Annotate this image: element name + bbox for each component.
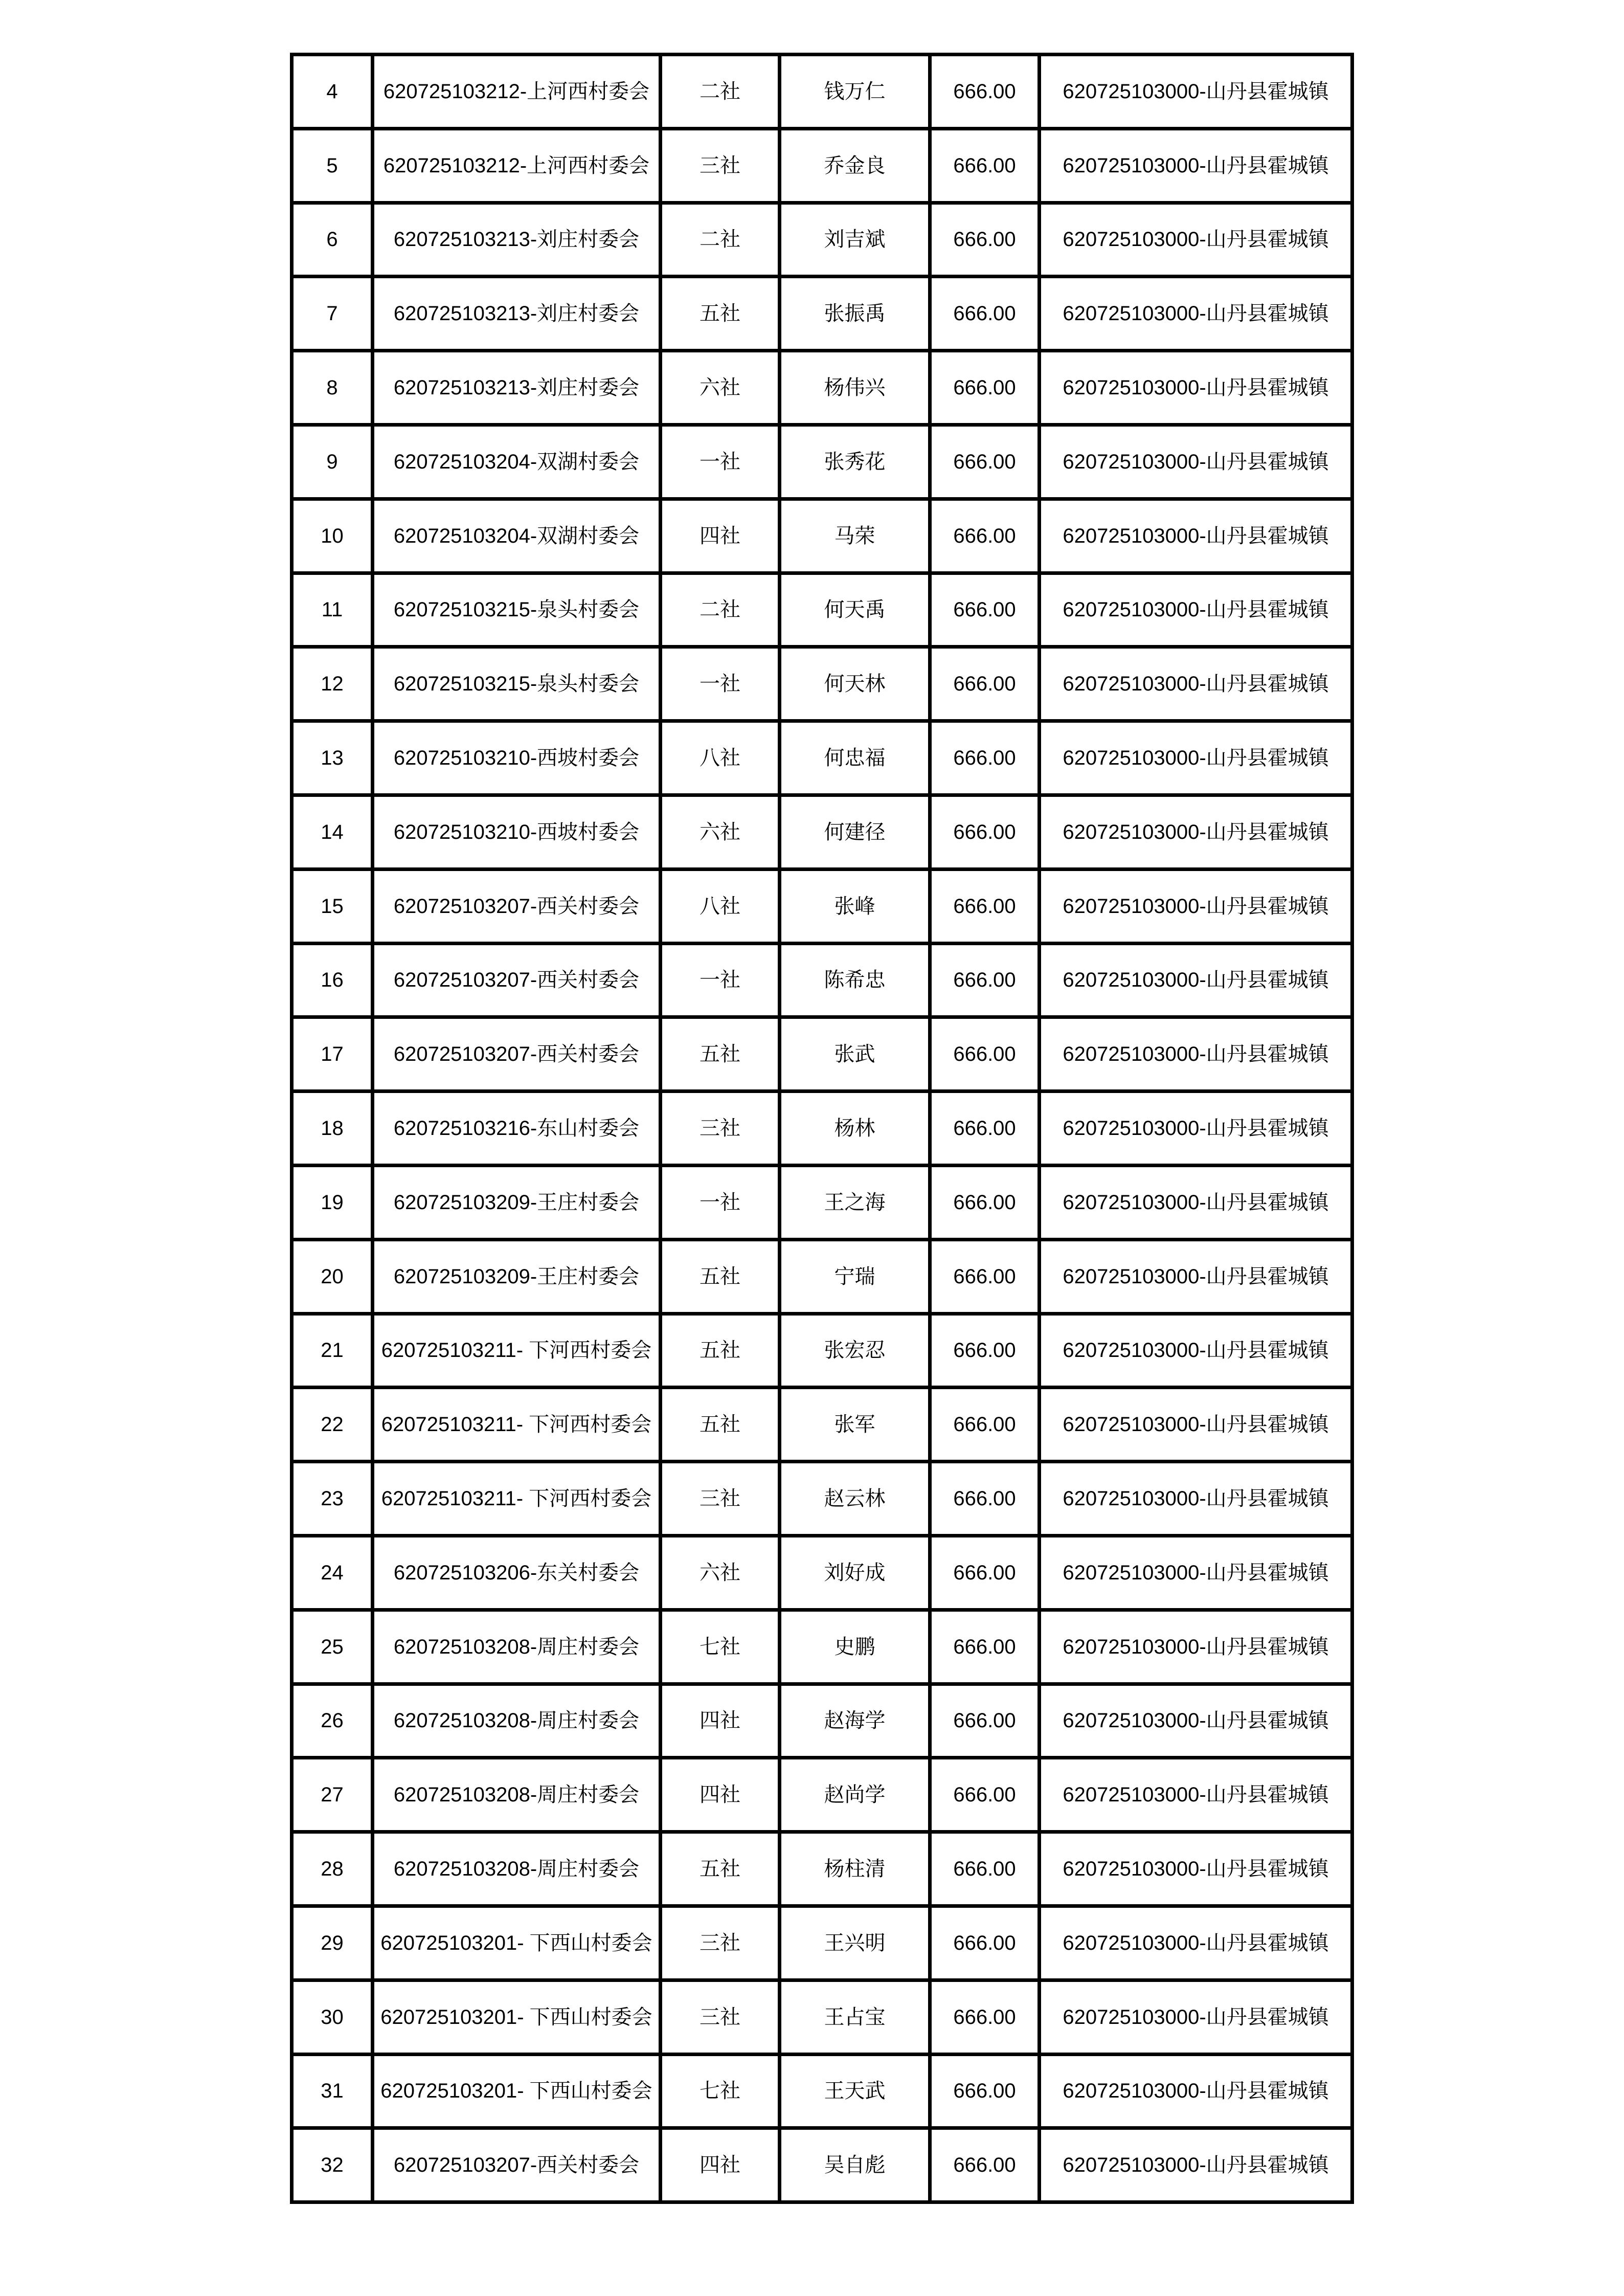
cell-row-number: 12 (292, 647, 373, 721)
cell-group: 七社 (661, 1610, 780, 1684)
cell-group: 八社 (661, 721, 780, 795)
cell-person-name: 吴自彪 (780, 2128, 930, 2202)
table-row (292, 1239, 1352, 1313)
cell-group: 五社 (661, 1017, 780, 1091)
table-row (292, 869, 1352, 943)
cell-group: 五社 (661, 1313, 780, 1388)
cell-village-code: 620725103212-上河西村委会 (373, 128, 661, 203)
cell-row-number: 28 (292, 1832, 373, 1906)
cell-person-name: 刘好成 (780, 1535, 930, 1610)
cell-town-code: 620725103000-山丹县霍城镇 (1040, 721, 1352, 795)
cell-amount: 666.00 (930, 721, 1040, 795)
cell-person-name: 王兴明 (780, 1906, 930, 1980)
cell-village-code: 620725103211- 下河西村委会 (373, 1388, 661, 1462)
cell-amount: 666.00 (930, 869, 1040, 943)
table-row (292, 573, 1352, 647)
cell-row-number: 6 (292, 203, 373, 277)
cell-group: 四社 (661, 2128, 780, 2202)
cell-town-code: 620725103000-山丹县霍城镇 (1040, 943, 1352, 1017)
cell-town-code: 620725103000-山丹县霍城镇 (1040, 795, 1352, 869)
cell-amount: 666.00 (930, 1165, 1040, 1239)
cell-town-code: 620725103000-山丹县霍城镇 (1040, 1239, 1352, 1313)
cell-village-code: 620725103210-西坡村委会 (373, 721, 661, 795)
cell-amount: 666.00 (930, 128, 1040, 203)
cell-person-name: 赵云林 (780, 1462, 930, 1536)
cell-group: 五社 (661, 1832, 780, 1906)
cell-row-number: 16 (292, 943, 373, 1017)
table-row (292, 1017, 1352, 1091)
cell-village-code: 620725103201- 下西山村委会 (373, 2054, 661, 2128)
cell-group: 五社 (661, 1239, 780, 1313)
cell-group: 三社 (661, 128, 780, 203)
cell-row-number: 7 (292, 277, 373, 351)
cell-person-name: 杨伟兴 (780, 351, 930, 425)
cell-town-code: 620725103000-山丹县霍城镇 (1040, 1462, 1352, 1536)
cell-person-name: 张军 (780, 1388, 930, 1462)
cell-row-number: 29 (292, 1906, 373, 1980)
cell-village-code: 620725103212-上河西村委会 (373, 55, 661, 129)
cell-village-code: 620725103209-王庄村委会 (373, 1165, 661, 1239)
cell-town-code: 620725103000-山丹县霍城镇 (1040, 351, 1352, 425)
cell-town-code: 620725103000-山丹县霍城镇 (1040, 499, 1352, 573)
cell-row-number: 31 (292, 2054, 373, 2128)
table-row (292, 351, 1352, 425)
cell-amount: 666.00 (930, 1980, 1040, 2054)
cell-row-number: 26 (292, 1684, 373, 1758)
table-row (292, 499, 1352, 573)
cell-person-name: 王天武 (780, 2054, 930, 2128)
cell-person-name: 何天林 (780, 647, 930, 721)
table-row (292, 1165, 1352, 1239)
cell-village-code: 620725103213-刘庄村委会 (373, 351, 661, 425)
cell-row-number: 5 (292, 128, 373, 203)
cell-person-name: 杨柱清 (780, 1832, 930, 1906)
cell-village-code: 620725103204-双湖村委会 (373, 499, 661, 573)
cell-village-code: 620725103211- 下河西村委会 (373, 1313, 661, 1388)
cell-amount: 666.00 (930, 1610, 1040, 1684)
cell-town-code: 620725103000-山丹县霍城镇 (1040, 1980, 1352, 2054)
table-row (292, 721, 1352, 795)
cell-group: 二社 (661, 573, 780, 647)
cell-group: 三社 (661, 1091, 780, 1166)
cell-village-code: 620725103211- 下河西村委会 (373, 1462, 661, 1536)
cell-town-code: 620725103000-山丹县霍城镇 (1040, 277, 1352, 351)
cell-person-name: 陈希忠 (780, 943, 930, 1017)
table-row (292, 1980, 1352, 2054)
cell-village-code: 620725103209-王庄村委会 (373, 1239, 661, 1313)
cell-amount: 666.00 (930, 499, 1040, 573)
cell-town-code: 620725103000-山丹县霍城镇 (1040, 1313, 1352, 1388)
cell-village-code: 620725103201- 下西山村委会 (373, 1906, 661, 1980)
cell-row-number: 21 (292, 1313, 373, 1388)
cell-row-number: 27 (292, 1758, 373, 1832)
table-row (292, 1906, 1352, 1980)
cell-person-name: 赵尚学 (780, 1758, 930, 1832)
cell-group: 三社 (661, 1980, 780, 2054)
cell-group: 三社 (661, 1906, 780, 1980)
cell-town-code: 620725103000-山丹县霍城镇 (1040, 1165, 1352, 1239)
cell-row-number: 30 (292, 1980, 373, 2054)
cell-village-code: 620725103207-西关村委会 (373, 869, 661, 943)
cell-row-number: 18 (292, 1091, 373, 1166)
cell-group: 四社 (661, 499, 780, 573)
table-row (292, 1091, 1352, 1166)
cell-group: 六社 (661, 795, 780, 869)
table-row (292, 55, 1352, 129)
cell-person-name: 何建径 (780, 795, 930, 869)
cell-person-name: 何忠福 (780, 721, 930, 795)
cell-group: 七社 (661, 2054, 780, 2128)
cell-village-code: 620725103213-刘庄村委会 (373, 277, 661, 351)
cell-row-number: 23 (292, 1462, 373, 1536)
table-row (292, 128, 1352, 203)
cell-amount: 666.00 (930, 1091, 1040, 1166)
cell-amount: 666.00 (930, 1239, 1040, 1313)
cell-town-code: 620725103000-山丹县霍城镇 (1040, 55, 1352, 129)
cell-group: 一社 (661, 1165, 780, 1239)
cell-row-number: 20 (292, 1239, 373, 1313)
cell-person-name: 乔金良 (780, 128, 930, 203)
cell-town-code: 620725103000-山丹县霍城镇 (1040, 1906, 1352, 1980)
table-row (292, 277, 1352, 351)
cell-amount: 666.00 (930, 1535, 1040, 1610)
cell-village-code: 620725103206-东关村委会 (373, 1535, 661, 1610)
cell-amount: 666.00 (930, 277, 1040, 351)
cell-village-code: 620725103216-东山村委会 (373, 1091, 661, 1166)
cell-group: 一社 (661, 425, 780, 499)
cell-person-name: 宁瑞 (780, 1239, 930, 1313)
table-row (292, 1462, 1352, 1536)
cell-amount: 666.00 (930, 1462, 1040, 1536)
cell-person-name: 刘吉斌 (780, 203, 930, 277)
cell-amount: 666.00 (930, 203, 1040, 277)
cell-town-code: 620725103000-山丹县霍城镇 (1040, 1017, 1352, 1091)
cell-person-name: 杨林 (780, 1091, 930, 1166)
table-row (292, 1313, 1352, 1388)
cell-village-code: 620725103208-周庄村委会 (373, 1832, 661, 1906)
cell-person-name: 张峰 (780, 869, 930, 943)
table-row (292, 2128, 1352, 2202)
cell-row-number: 11 (292, 573, 373, 647)
cell-row-number: 22 (292, 1388, 373, 1462)
cell-row-number: 9 (292, 425, 373, 499)
cell-town-code: 620725103000-山丹县霍城镇 (1040, 647, 1352, 721)
cell-amount: 666.00 (930, 2128, 1040, 2202)
cell-town-code: 620725103000-山丹县霍城镇 (1040, 869, 1352, 943)
cell-amount: 666.00 (930, 647, 1040, 721)
cell-town-code: 620725103000-山丹县霍城镇 (1040, 1091, 1352, 1166)
table-row (292, 203, 1352, 277)
cell-town-code: 620725103000-山丹县霍城镇 (1040, 1535, 1352, 1610)
cell-village-code: 620725103215-泉头村委会 (373, 573, 661, 647)
cell-village-code: 620725103208-周庄村委会 (373, 1758, 661, 1832)
cell-group: 四社 (661, 1758, 780, 1832)
cell-row-number: 24 (292, 1535, 373, 1610)
cell-town-code: 620725103000-山丹县霍城镇 (1040, 128, 1352, 203)
cell-group: 二社 (661, 203, 780, 277)
cell-person-name: 张秀花 (780, 425, 930, 499)
table-row (292, 1684, 1352, 1758)
cell-row-number: 13 (292, 721, 373, 795)
cell-town-code: 620725103000-山丹县霍城镇 (1040, 573, 1352, 647)
cell-group: 二社 (661, 55, 780, 129)
table-row (292, 795, 1352, 869)
table-row (292, 425, 1352, 499)
table-body (292, 55, 1352, 2202)
cell-person-name: 张宏忍 (780, 1313, 930, 1388)
cell-town-code: 620725103000-山丹县霍城镇 (1040, 1684, 1352, 1758)
cell-group: 五社 (661, 277, 780, 351)
cell-group: 三社 (661, 1462, 780, 1536)
table-row (292, 1610, 1352, 1684)
cell-row-number: 4 (292, 55, 373, 129)
cell-row-number: 14 (292, 795, 373, 869)
table-row (292, 1758, 1352, 1832)
table-row (292, 1388, 1352, 1462)
table-row (292, 647, 1352, 721)
cell-group: 四社 (661, 1684, 780, 1758)
cell-row-number: 8 (292, 351, 373, 425)
cell-village-code: 620725103215-泉头村委会 (373, 647, 661, 721)
cell-person-name: 史鹏 (780, 1610, 930, 1684)
cell-town-code: 620725103000-山丹县霍城镇 (1040, 203, 1352, 277)
cell-village-code: 620725103207-西关村委会 (373, 943, 661, 1017)
cell-town-code: 620725103000-山丹县霍城镇 (1040, 1610, 1352, 1684)
cell-person-name: 张武 (780, 1017, 930, 1091)
cell-person-name: 赵海学 (780, 1684, 930, 1758)
cell-amount: 666.00 (930, 1684, 1040, 1758)
cell-group: 六社 (661, 351, 780, 425)
cell-amount: 666.00 (930, 425, 1040, 499)
cell-group: 八社 (661, 869, 780, 943)
cell-row-number: 17 (292, 1017, 373, 1091)
cell-village-code: 620725103208-周庄村委会 (373, 1684, 661, 1758)
cell-town-code: 620725103000-山丹县霍城镇 (1040, 1832, 1352, 1906)
cell-amount: 666.00 (930, 1388, 1040, 1462)
cell-town-code: 620725103000-山丹县霍城镇 (1040, 2128, 1352, 2202)
cell-row-number: 32 (292, 2128, 373, 2202)
cell-amount: 666.00 (930, 1906, 1040, 1980)
cell-group: 五社 (661, 1388, 780, 1462)
cell-amount: 666.00 (930, 943, 1040, 1017)
cell-village-code: 620725103207-西关村委会 (373, 1017, 661, 1091)
cell-amount: 666.00 (930, 2054, 1040, 2128)
cell-group: 一社 (661, 943, 780, 1017)
cell-amount: 666.00 (930, 795, 1040, 869)
cell-amount: 666.00 (930, 1758, 1040, 1832)
cell-village-code: 620725103210-西坡村委会 (373, 795, 661, 869)
cell-town-code: 620725103000-山丹县霍城镇 (1040, 1758, 1352, 1832)
table-sheet (290, 53, 1354, 2204)
cell-person-name: 王之海 (780, 1165, 930, 1239)
table-row (292, 1832, 1352, 1906)
cell-village-code: 620725103207-西关村委会 (373, 2128, 661, 2202)
cell-row-number: 19 (292, 1165, 373, 1239)
cell-person-name: 王占宝 (780, 1980, 930, 2054)
cell-town-code: 620725103000-山丹县霍城镇 (1040, 425, 1352, 499)
cell-village-code: 620725103204-双湖村委会 (373, 425, 661, 499)
cell-group: 六社 (661, 1535, 780, 1610)
cell-row-number: 25 (292, 1610, 373, 1684)
cell-row-number: 15 (292, 869, 373, 943)
cell-amount: 666.00 (930, 1313, 1040, 1388)
payment-register-table (290, 53, 1354, 2204)
cell-person-name: 张振禹 (780, 277, 930, 351)
cell-amount: 666.00 (930, 55, 1040, 129)
cell-person-name: 钱万仁 (780, 55, 930, 129)
table-row (292, 943, 1352, 1017)
cell-person-name: 马荣 (780, 499, 930, 573)
cell-amount: 666.00 (930, 1017, 1040, 1091)
cell-town-code: 620725103000-山丹县霍城镇 (1040, 2054, 1352, 2128)
cell-village-code: 620725103201- 下西山村委会 (373, 1980, 661, 2054)
cell-village-code: 620725103208-周庄村委会 (373, 1610, 661, 1684)
cell-person-name: 何天禹 (780, 573, 930, 647)
cell-amount: 666.00 (930, 573, 1040, 647)
cell-row-number: 10 (292, 499, 373, 573)
table-row (292, 2054, 1352, 2128)
cell-amount: 666.00 (930, 351, 1040, 425)
cell-town-code: 620725103000-山丹县霍城镇 (1040, 1388, 1352, 1462)
cell-village-code: 620725103213-刘庄村委会 (373, 203, 661, 277)
cell-amount: 666.00 (930, 1832, 1040, 1906)
cell-group: 一社 (661, 647, 780, 721)
table-row (292, 1535, 1352, 1610)
